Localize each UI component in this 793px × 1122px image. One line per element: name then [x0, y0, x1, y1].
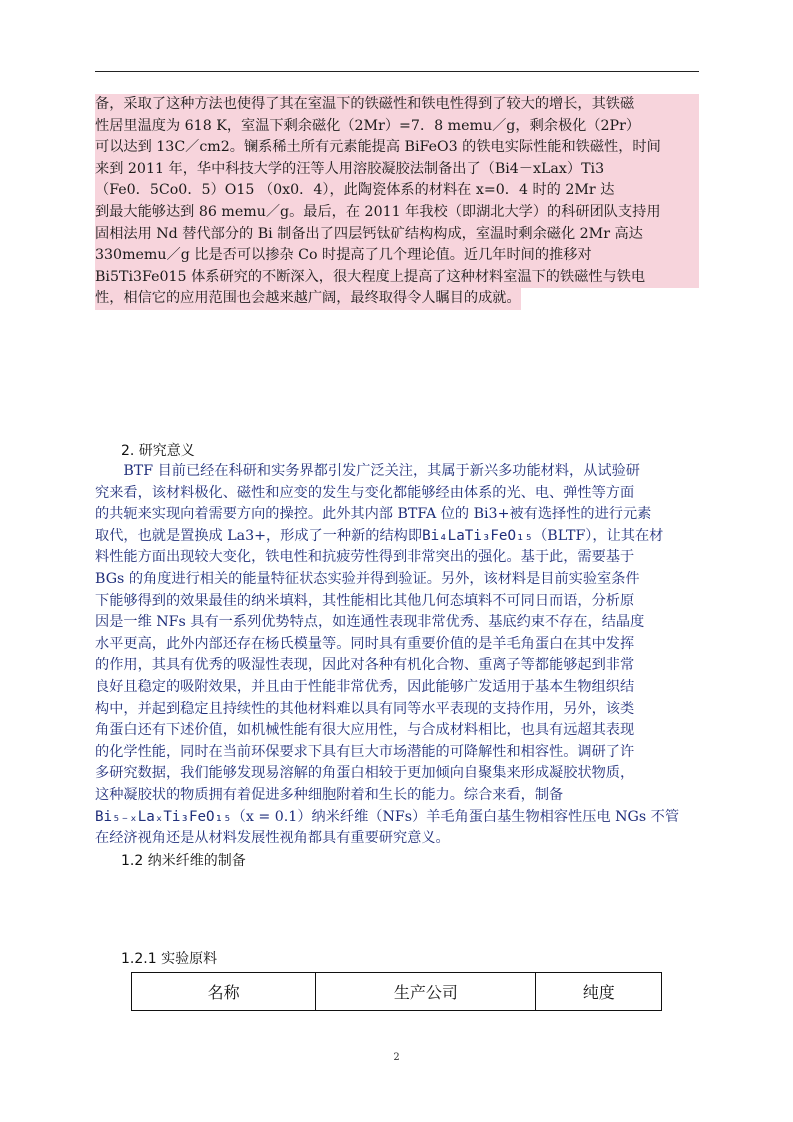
- table-header-purity: 纯度: [536, 973, 662, 1011]
- page-number: 2: [393, 1052, 400, 1063]
- paragraph-line: 固相法用 Nd 替代部分的 Bi 制备出了四层钙钛矿结构构成，室温时剩余磁化 2Mr 高达: [95, 224, 699, 246]
- paragraph-line: BGs 的角度进行相关的能量特征状态实验并得到验证。另外，该材料是目前实验室条件: [95, 570, 640, 587]
- table-header-row: [132, 973, 662, 1011]
- paragraph-line: 330memu／g 比是否可以掺杂 Co 时提高了几个理论值。近几年时间的推移对: [95, 245, 699, 267]
- line-text: 取代，也就是置换成 La3+，形成了一种新的结构即: [95, 527, 423, 544]
- line-text: （BLTF），让其在材: [533, 527, 664, 544]
- paragraph-line: 来到 2011 年，华中科技大学的汪等人用溶胶凝胶法制备出了（Bi4－xLax）Ti3: [95, 159, 699, 181]
- paragraph-line: 良好且稳定的吸附效果，并且由于性能非常优秀，因此能够广发适用于基本生物组织结: [95, 678, 635, 695]
- paragraph-line: 料性能方面出现较大变化，铁电性和抗疲劳性得到非常突出的强化。基于此，需要基于: [95, 549, 635, 566]
- formula-bltf-x: Bi₅₋ₓLaₓTi₃FeO₁₅: [95, 808, 232, 825]
- paragraph-line: 的化学性能，同时在当前环保要求下具有巨大市场潜能的可降解性和相容性。调研了许: [95, 743, 635, 760]
- formula-bltf: Bi₄LaTi₃FeO₁₅: [422, 527, 534, 544]
- paragraph-line: 到最大能够达到 86 memu／g。最后，在 2011 年我校（即湖北大学）的科研团队支持用: [95, 202, 699, 224]
- materials-table: [131, 972, 662, 1011]
- paragraph-line: 可以达到 13C／cm2。镧系稀土所有元素能提高 BiFeO3 的铁电实际性能和铁磁性，时间: [95, 137, 699, 159]
- header-rule: [95, 71, 699, 72]
- line-text: （x = 0.1）纳米纤维（NFs）羊毛角蛋白基生物相容性压电 NGs 不管: [231, 808, 680, 825]
- paragraph-line: 角蛋白还有下述价值，如机械性能有很大应用性，与合成材料相比，也具有远超其表现: [95, 722, 635, 739]
- paragraph-line: 因是一维 NFs 具有一系列优势特点，如连通性表现非常优秀、基底约束不存在，结晶度: [95, 614, 645, 631]
- table-header-name: 名称: [132, 973, 316, 1011]
- paragraph-line: 的共轭来实现向着需要方向的操控。此外其内部 BTFA 位的 Bi3+被有选择性的进行元素: [95, 506, 652, 523]
- paragraph-line: 下能够得到的效果最佳的纳米填料，其性能相比其他几何态填料不可同日而语，分析原: [95, 592, 635, 609]
- paragraph-line: Bi5Ti3Fe015 体系研究的不断深入，很大程度上提高了这种材料室温下的铁磁性与铁电: [95, 267, 699, 289]
- research-significance-paragraph: [95, 461, 699, 850]
- paragraph-line: （Fe0．5Co0．5）O15 （0x0．4），此陶瓷体系的材料在 x=0．4 时的 2Mr 达: [95, 180, 699, 202]
- paragraph-line: 多研究数据，我们能够发现易溶解的角蛋白相较于更加倾向自聚集来形成凝胶状物质，: [95, 765, 635, 782]
- paragraph-line: 在经济视角还是从材料发展性视角都具有重要研究意义。: [95, 830, 450, 847]
- paragraph-line: [95, 526, 699, 548]
- intro-paragraph: [95, 94, 699, 310]
- paragraph-line: BTF 目前已经在科研和实务界都引发广泛关注，其属于新兴多功能材料，从试验研: [95, 463, 640, 479]
- paragraph-line: 性，相信它的应用范围也会越来越广阔，最终取得令人瞩目的成就。: [95, 288, 521, 310]
- paragraph-line: [95, 807, 699, 829]
- paragraph-line: 的作用，其具有优秀的吸湿性表现，因此对各种有机化合物、重离子等都能够起到非常: [95, 657, 635, 674]
- section-heading: 2. 研究意义: [121, 443, 195, 459]
- paragraph-line: 究来看，该材料极化、磁性和应变的发生与变化都能够经由体系的光、电、弹性等方面: [95, 484, 635, 501]
- paragraph-line: 这种凝胶状的物质拥有着促进多种细胞附着和生长的能力。综合来看，制备: [95, 786, 564, 803]
- paragraph-line: 构中，并起到稳定且持续性的其他材料难以具有同等水平表现的支持作用，另外，该类: [95, 700, 635, 717]
- paragraph-line: 备，采取了这种方法也使得了其在室温下的铁磁性和铁电性得到了较大的增长，其铁磁: [95, 94, 699, 116]
- subsection-heading: 1.2 纳米纤维的制备: [121, 853, 246, 869]
- paragraph-line: 性居里温度为 618 K，室温下剩余磁化（2Mr）=7．8 memu／g，剩余极化（2Pr）: [95, 116, 699, 138]
- subsection-heading: 1.2.1 实验原料: [121, 951, 218, 967]
- paragraph-line: 水平更高，此外内部还存在杨氏模量等。同时具有重要价值的是羊毛角蛋白在其中发挥: [95, 635, 635, 652]
- table-header-company: 生产公司: [316, 973, 536, 1011]
